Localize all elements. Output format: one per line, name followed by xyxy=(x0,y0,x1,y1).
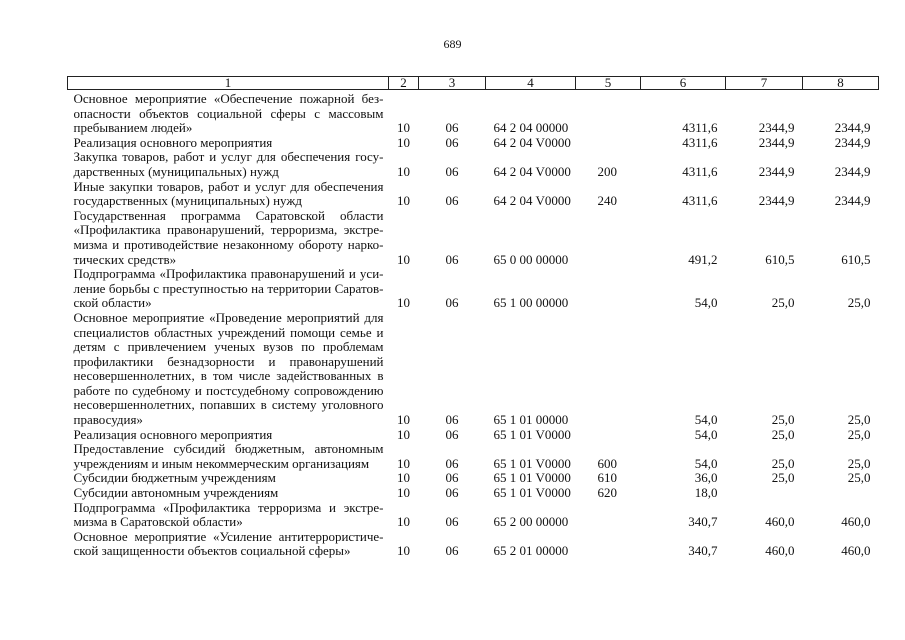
row-name: Основное мероприятие «Обеспечение пожарной безопасности объектов социальной сферы с массовым пребыванием людей» xyxy=(73,91,384,136)
target-article: 64 2 04 V0000 xyxy=(493,163,571,179)
subchapter: 06 xyxy=(445,514,459,530)
target-article: 65 1 01 V0000 xyxy=(493,426,571,442)
amount-year-1: 4311,6 xyxy=(682,120,718,136)
budget-table xyxy=(67,76,879,559)
target-article: 65 1 01 00000 xyxy=(493,412,569,428)
amount-year-1: 340,7 xyxy=(688,514,718,530)
amount-year-3: 25,0 xyxy=(847,455,871,471)
column-header-3: 3 xyxy=(419,77,486,90)
amount-year-3: 2344,9 xyxy=(834,120,871,136)
target-article: 65 2 01 00000 xyxy=(493,543,569,559)
subchapter: 06 xyxy=(445,543,459,559)
amount-year-2: 460,0 xyxy=(765,514,795,530)
table-row xyxy=(68,471,879,486)
amount-year-3: 2344,9 xyxy=(834,193,871,209)
chapter: 10 xyxy=(397,543,410,559)
expense-type xyxy=(576,501,641,530)
amount-year-3: 610,5 xyxy=(841,251,871,267)
expense-type xyxy=(576,136,641,151)
amount-year-2: 25,0 xyxy=(771,470,795,486)
amount-year-1: 18,0 xyxy=(694,485,718,501)
subchapter: 06 xyxy=(445,470,459,486)
expense-type: 600 xyxy=(597,455,617,471)
amount-year-1: 340,7 xyxy=(688,543,718,559)
expense-type: 610 xyxy=(597,470,617,486)
expense-type: 200 xyxy=(597,163,617,179)
amount-year-1: 491,2 xyxy=(688,251,718,267)
expense-type xyxy=(576,209,641,267)
amount-year-2: 25,0 xyxy=(771,412,795,428)
subchapter: 06 xyxy=(445,485,459,501)
chapter: 10 xyxy=(397,134,410,150)
table-row xyxy=(68,90,879,136)
row-name: Иные закупки товаров, работ и услуг для обеспечения государственных (муниципальных) нужд xyxy=(73,178,384,209)
table-row xyxy=(68,136,879,151)
subchapter: 06 xyxy=(445,163,459,179)
chapter: 10 xyxy=(397,295,410,311)
amount-year-2: 25,0 xyxy=(771,426,795,442)
table-row xyxy=(68,180,879,209)
amount-year-1: 54,0 xyxy=(694,295,718,311)
expense-type xyxy=(576,428,641,443)
table-row xyxy=(68,209,879,267)
table-row xyxy=(68,486,879,501)
column-header-6: 6 xyxy=(641,77,726,90)
table-row xyxy=(68,501,879,530)
target-article: 65 1 01 V0000 xyxy=(493,485,571,501)
amount-year-3: 25,0 xyxy=(847,426,871,442)
amount-year-3: 460,0 xyxy=(841,543,871,559)
table-row xyxy=(68,311,879,428)
amount-year-1: 4311,6 xyxy=(682,163,718,179)
target-article: 64 2 04 V0000 xyxy=(493,193,571,209)
amount-year-2: 25,0 xyxy=(771,295,795,311)
subchapter: 06 xyxy=(445,134,459,150)
table-row xyxy=(68,150,879,179)
chapter: 10 xyxy=(397,251,410,267)
chapter: 10 xyxy=(397,514,410,530)
subchapter: 06 xyxy=(445,412,459,428)
target-article: 64 2 04 00000 xyxy=(493,120,569,136)
amount-year-2: 2344,9 xyxy=(758,120,795,136)
amount-year-3: 25,0 xyxy=(847,295,871,311)
expense-type xyxy=(576,267,641,311)
row-name: Субсидии бюджетным учреждениям xyxy=(73,470,276,486)
amount-year-3: 2344,9 xyxy=(834,134,871,150)
amount-year-1: 54,0 xyxy=(694,455,718,471)
row-name: Подпрограмма «Профилактика правонарушений и усиление борьбы с преступностью на территории Саратовской области» xyxy=(73,266,384,311)
column-header-7: 7 xyxy=(726,77,803,90)
chapter: 10 xyxy=(397,163,410,179)
amount-year-1: 36,0 xyxy=(694,470,718,486)
subchapter: 06 xyxy=(445,426,459,442)
amount-year-2: 2344,9 xyxy=(758,193,795,209)
expense-type xyxy=(576,530,641,559)
subchapter: 06 xyxy=(445,295,459,311)
page-number: 689 xyxy=(443,37,462,51)
target-article: 65 1 00 00000 xyxy=(493,295,569,311)
subchapter: 06 xyxy=(445,193,459,209)
table-row xyxy=(68,442,879,471)
amount-year-1: 4311,6 xyxy=(682,193,718,209)
expense-type: 240 xyxy=(597,193,617,209)
amount-year-3: 25,0 xyxy=(847,470,871,486)
amount-year-3: 2344,9 xyxy=(834,163,871,179)
row-name: Предоставление субсидий бюджетным, автономным учреждениям и иным некоммерческим организациям xyxy=(73,441,384,471)
amount-year-2: 2344,9 xyxy=(758,134,795,150)
amount-year-2: 610,5 xyxy=(765,251,795,267)
chapter: 10 xyxy=(397,120,410,136)
expense-type xyxy=(576,90,641,136)
target-article: 65 1 01 V0000 xyxy=(493,470,571,486)
chapter: 10 xyxy=(397,470,410,486)
amount-year-3: 25,0 xyxy=(847,412,871,428)
amount-year-1: 54,0 xyxy=(694,426,718,442)
row-name: Реализация основного мероприятия xyxy=(73,426,273,442)
expense-type: 620 xyxy=(597,485,617,501)
chapter: 10 xyxy=(397,193,410,209)
chapter: 10 xyxy=(397,412,410,428)
chapter: 10 xyxy=(397,485,410,501)
row-name: Субсидии автономным учреждениям xyxy=(73,485,279,501)
row-name: Государственная программа Саратовской области «Профилактика правонарушений, терроризма, экстремизма и противодействие незаконному обороту наркотических средств» xyxy=(73,207,384,267)
expense-type xyxy=(576,311,641,428)
row-name: Основное мероприятие «Проведение мероприятий для специалистов областных учреждений помощи семье и детям с привлечением ученых вузов по проблемам профилактики безнадзорности и правонарушений несовершеннолетних, в том числе задействованных в работе по судебному и постсудебному сопровождению несовершеннолетних, попавших в систему уголовного правосудия» xyxy=(73,309,384,428)
row-name: Реализация основного мероприятия xyxy=(73,134,273,150)
table-row xyxy=(68,428,879,443)
amount-year-3: 460,0 xyxy=(841,514,871,530)
row-name: Подпрограмма «Профилактика терроризма и экстремизма в Саратовской области» xyxy=(73,499,384,530)
column-header-8: 8 xyxy=(803,77,879,90)
amount-year-1: 54,0 xyxy=(694,412,718,428)
amount-year-2: 2344,9 xyxy=(758,163,795,179)
target-article: 65 2 00 00000 xyxy=(493,514,569,530)
subchapter: 06 xyxy=(445,251,459,267)
column-header-4: 4 xyxy=(486,77,576,90)
amount-year-2: 25,0 xyxy=(771,455,795,471)
chapter: 10 xyxy=(397,426,410,442)
amount-year-2 xyxy=(726,486,803,501)
amount-year-3 xyxy=(803,486,879,501)
target-article: 65 0 00 00000 xyxy=(493,251,569,267)
chapter: 10 xyxy=(397,455,410,471)
amount-year-2: 460,0 xyxy=(765,543,795,559)
row-name: Основное мероприятие «Усиление антитеррористической защищенности объектов социальной сферы» xyxy=(73,528,384,559)
table-row xyxy=(68,267,879,311)
subchapter: 06 xyxy=(445,455,459,471)
target-article: 65 1 01 V0000 xyxy=(493,455,571,471)
subchapter: 06 xyxy=(445,120,459,136)
header-row xyxy=(68,77,879,90)
row-name: Закупка товаров, работ и услуг для обеспечения государственных (муниципальных) нужд xyxy=(73,149,384,179)
column-header-1: 1 xyxy=(68,77,389,90)
amount-year-1: 4311,6 xyxy=(682,134,718,150)
column-header-2: 2 xyxy=(389,77,419,90)
target-article: 64 2 04 V0000 xyxy=(493,134,571,150)
column-header-5: 5 xyxy=(576,77,641,90)
table-row xyxy=(68,530,879,559)
